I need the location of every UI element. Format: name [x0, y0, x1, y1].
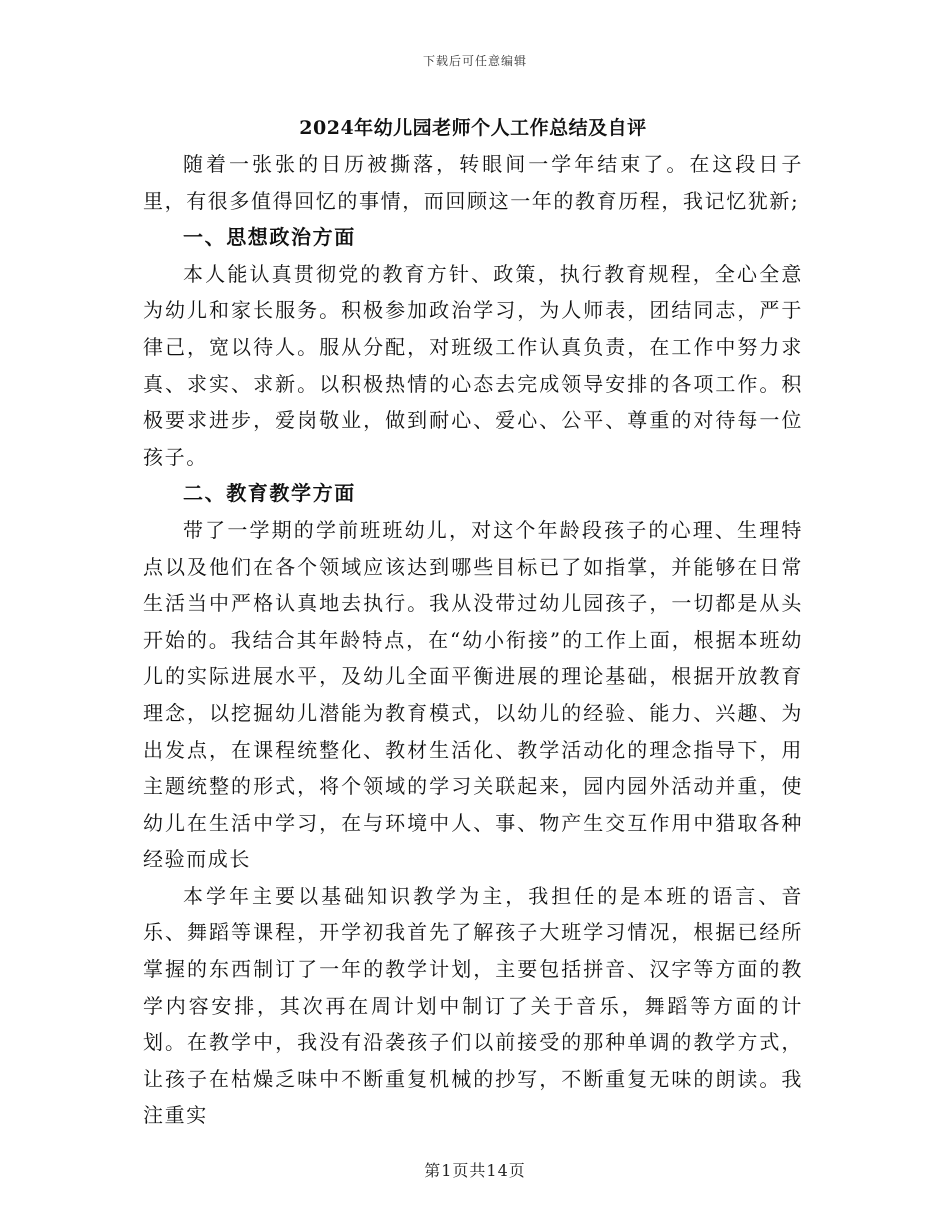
section2-paragraph-2: 本学年主要以基础知识教学为主，我担任的是本班的语言、音乐、舞蹈等课程，开学初我首先了解孩子大班学习情况，根据已经所掌握的东西制订了一年的教学计划，主要包括拼音、汉字等方面的教学内容安排，其次再在周计划中制订了关于音乐，舞蹈等方面的计划。在教学中，我没有沿袭孩子们以前接受的那种单调的教学方式，让孩子在枯燥乏味中不断重复机械的抄写，不断重复无味的朗读。我注重实: [143, 883, 803, 1128]
section2-heading: 二、教育教学方面: [183, 481, 356, 506]
intro-paragraph: 随着一张张的日历被撕落，转眼间一学年结束了。在这段日子里，有很多值得回忆的事情，而回顾这一年的教育历程，我记忆犹新;: [143, 152, 803, 213]
section2-paragraph-1: 带了一学期的学前班班幼儿，对这个年龄段孩子的心理、生理特点以及他们在各个领域应该达到哪些目标已了如指掌，并能够在日常生活当中严格认真地去执行。我从没带过幼儿园孩子，一切都是从头开始的。我结合其年龄特点，在“幼小衔接”的工作上面，根据本班幼儿的实际进展水平，及幼儿全面平衡进展的理论基础，根据开放教育理念，以挖掘幼儿潜能为教育模式，以幼儿的经验、能力、兴趣、为出发点，在课程统整化、教材生活化、教学活动化的理念指导下，用主题统整的形式，将个领域的学习关联起来，园内园外活动并重，使幼儿在生活中学习，在与环境中人、事、物产生交互作用中猎取各种经验而成长: [143, 517, 803, 872]
document-body: [143, 110, 803, 1134]
page-number: 第1页共14页: [424, 1161, 526, 1180]
section1-paragraph: 本人能认真贯彻党的教育方针、政策，执行教育规程，全心全意为幼儿和家长服务。积极参加政治学习，为人师表，团结同志，严于律己，宽以待人。服从分配，对班级工作认真负责，在工作中努力求真、求实、求新。以积极热情的心态去完成领导安排的各项工作。积极要求进步，爱岗敬业，做到耐心、爱心、公平、尊重的对待每一位孩子。: [143, 261, 803, 469]
section1-heading: 一、思想政治方面: [183, 225, 356, 250]
header-note: 下载后可任意编辑: [422, 54, 527, 68]
document-title: 2024年幼儿园老师个人工作总结及自评: [299, 117, 647, 139]
